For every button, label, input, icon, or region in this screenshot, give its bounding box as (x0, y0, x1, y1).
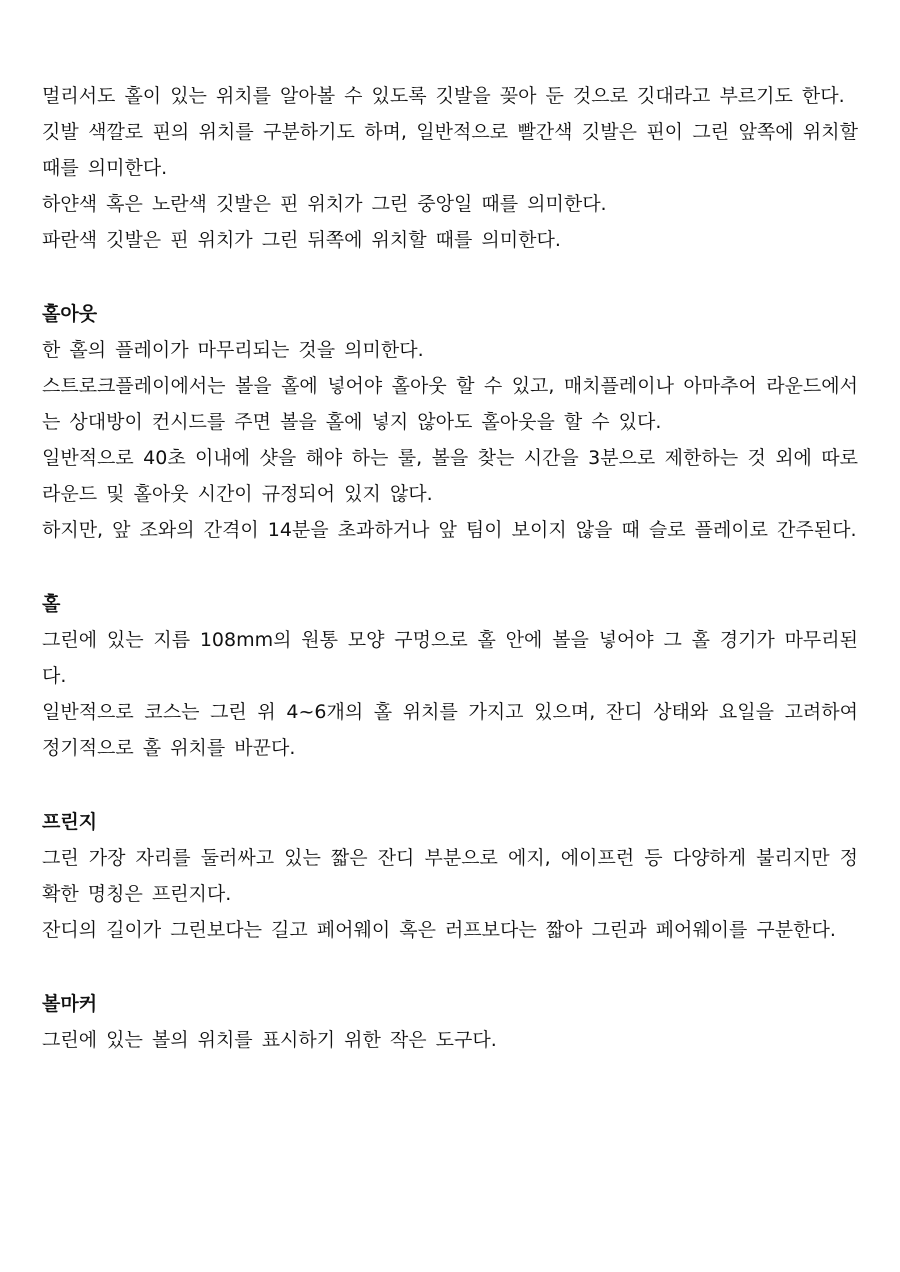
section-ball-marker (42, 986, 858, 1058)
section-hole (42, 586, 858, 766)
paragraph: 하지만, 앞 조와의 간격이 14분을 초과하거나 앞 팀이 보이지 않을 때 슬로 플레이로 간주된다. (42, 519, 857, 541)
section-hole-out (42, 296, 858, 548)
paragraph: 깃발 색깔로 핀의 위치를 구분하기도 하며, 일반적으로 빨간색 깃발은 핀이 그린 앞쪽에 위치할 때를 의미한다. (42, 121, 858, 179)
section-heading: 홀 (42, 593, 61, 615)
paragraph: 잔디의 길이가 그린보다는 길고 페어웨이 혹은 러프보다는 짧아 그린과 페어웨이를 구분한다. (42, 919, 836, 941)
paragraph: 스트로크플레이에서는 볼을 홀에 넣어야 홀아웃 할 수 있고, 매치플레이나 아마추어 라운드에서는 상대방이 컨시드를 주면 볼을 홀에 넣지 않아도 홀아웃을 할 수 있다. (42, 375, 858, 433)
paragraph: 그린에 있는 볼의 위치를 표시하기 위한 작은 도구다. (42, 1029, 497, 1051)
section-fringe (42, 804, 858, 948)
section-heading: 볼마커 (42, 993, 98, 1015)
paragraph: 일반적으로 40초 이내에 샷을 해야 하는 룰, 볼을 찾는 시간을 3분으로 제한하는 것 외에 따로 라운드 및 홀아웃 시간이 규정되어 있지 않다. (42, 447, 858, 505)
paragraph: 하얀색 혹은 노란색 깃발은 핀 위치가 그린 중앙일 때를 의미한다. (42, 193, 607, 215)
paragraph: 한 홀의 플레이가 마무리되는 것을 의미한다. (42, 339, 424, 361)
paragraph: 그린 가장 자리를 둘러싸고 있는 짧은 잔디 부분으로 에지, 에이프런 등 다양하게 불리지만 정확한 명칭은 프린지다. (42, 847, 858, 905)
paragraph: 그린에 있는 지름 108mm의 원통 모양 구멍으로 홀 안에 볼을 넣어야 그 홀 경기가 마무리된다. (42, 629, 858, 687)
paragraph: 파란색 깃발은 핀 위치가 그린 뒤쪽에 위치할 때를 의미한다. (42, 229, 561, 251)
paragraph: 일반적으로 코스는 그린 위 4~6개의 홀 위치를 가지고 있으며, 잔디 상태와 요일을 고려하여 정기적으로 홀 위치를 바꾼다. (42, 701, 858, 759)
section-heading: 프린지 (42, 811, 98, 833)
document-page (42, 78, 858, 1058)
section-flagstick (42, 78, 858, 258)
paragraph: 멀리서도 홀이 있는 위치를 알아볼 수 있도록 깃발을 꽂아 둔 것으로 깃대라고 부르기도 한다. (42, 85, 845, 107)
section-heading: 홀아웃 (42, 303, 98, 325)
